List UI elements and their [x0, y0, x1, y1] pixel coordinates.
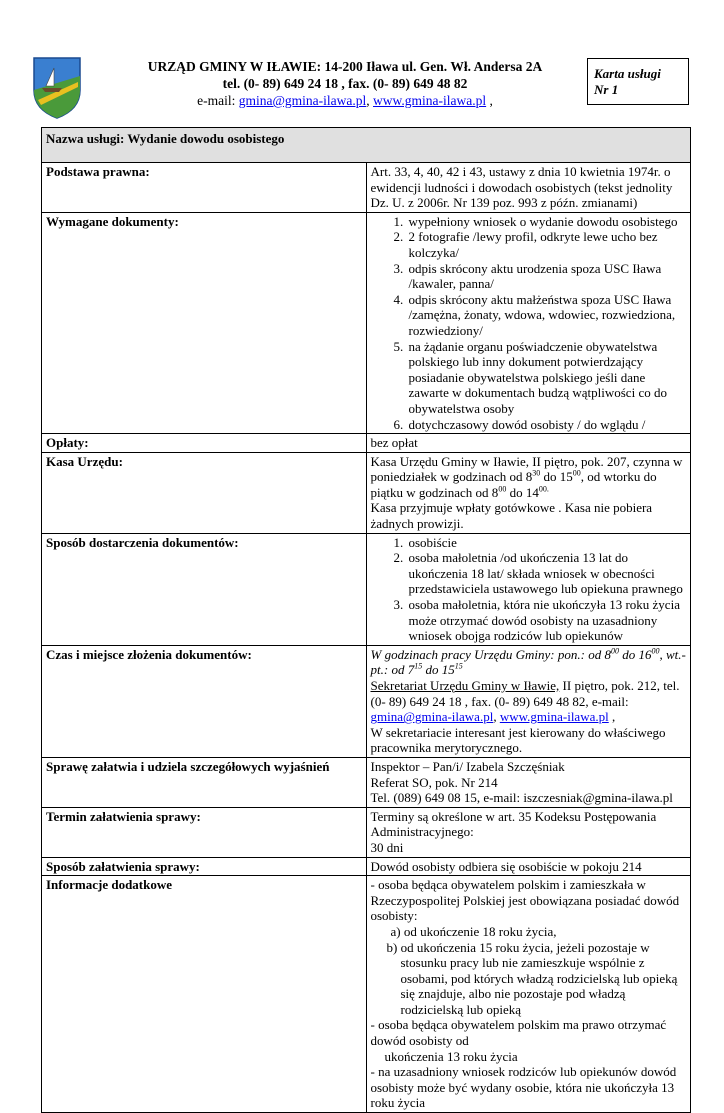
coat-of-arms-logo [32, 56, 82, 120]
superscript: 00 [572, 468, 581, 478]
hours-text: , wt.- pt.: od 7 [370, 646, 686, 678]
list-item: 5. na żądanie organu poświadczenie obywatelstwa polskiego lub inny dokument potwierdzający posiadanie obywatelstwa polskiego jeśli dane zawarte w dokumentach budzą wątpliwości co do obywatelstwa osoby [407, 339, 687, 417]
row-cashier [42, 452, 691, 533]
cashier-label: Kasa Urzędu: [42, 452, 367, 533]
deadline-text: Terminy są określone w art. 35 Kodeksu Postępowania Administracyjnego: [370, 808, 657, 840]
secretariat-email-link[interactable]: gmina@gmina-ilawa.pl [370, 709, 494, 725]
delivery-method-label: Sposób dostarczenia dokumentów: [42, 533, 367, 645]
office-email-link[interactable]: gmina@gmina-ilawa.pl [238, 93, 367, 108]
office-phone-fax: tel. (0- 89) 649 24 18 , fax. (0- 89) 649 48 82 [222, 76, 468, 91]
hours-text: do 16 [618, 646, 652, 662]
additional-info-cell [366, 876, 691, 1113]
superscript: 30 [532, 468, 541, 478]
row-deadline [42, 807, 691, 857]
trailing-comma: , [608, 709, 616, 725]
trailing-comma: , [486, 93, 493, 108]
row-time-place [42, 645, 691, 757]
list-item: 2. osoba małoletnia /od ukończenia 13 lat do ukończenia 18 lat/ składa wniosek w obecności przedstawiciela ustawowego lub opiekuna prawnego [407, 550, 687, 597]
row-required-documents [42, 212, 691, 433]
cashier-note: Kasa przyjmuje wpłaty gotówkowe . Kasa nie pobiera żadnych prowizji. [370, 500, 653, 532]
cashier-hours-1: Kasa Urzędu Gminy w Iławie, II piętro, pok. 207, czynna w poniedziałek w godzinach od 8 [370, 453, 683, 485]
row-legal-basis [42, 163, 691, 213]
contact-person-phone-email: Tel. (089) 649 08 15, e-mail: iszczesniak@gmina-ilawa.pl [370, 790, 673, 806]
required-documents-label: Wymagane dokumenty: [42, 212, 367, 433]
delivery-method-cell [366, 533, 691, 645]
office-hours [371, 647, 686, 678]
superscript: 00 [651, 646, 660, 656]
deadline-label: Termin załatwienia sprawy: [42, 807, 367, 857]
list-item: 4. odpis skrócony aktu małżeństwa spoza USC Iława /zamężna, żonaty, wdowa, wdowiec, rozwiedziona, rozwiedziony/ [407, 292, 687, 339]
list-item: 1. osobiście [407, 535, 687, 551]
list-item: 6. dotychczasowy dowód osobisty / do wglądu / [407, 417, 687, 433]
row-fees [42, 434, 691, 453]
superscript: 00. [538, 484, 549, 494]
row-delivery-method [42, 533, 691, 645]
info-line: b) od ukończenia 15 roku życia, jeżeli pozostaje w stosunku pracy lub nie zamieszkuje wspólnie z osobami, pod których władzą rodzicielską lub opieką się znajduje, albo nie pozostaje pod władzą rodzicielską lub opieką [386, 939, 678, 1017]
time-place-label: Czas i miejsce złożenia dokumentów: [42, 645, 367, 757]
cashier-hours-2: do 15 [540, 469, 573, 485]
cashier-hours-4: do 14 [506, 484, 539, 500]
office-contact-line [110, 92, 580, 109]
secretariat-line [371, 678, 687, 725]
row-settlement-method [42, 857, 691, 876]
separator: , [493, 709, 500, 725]
time-place-cell [366, 645, 691, 757]
required-documents-list [371, 214, 687, 432]
superscript: 00 [610, 646, 619, 656]
superscript: 15 [454, 662, 463, 672]
office-name-address: URZĄD GMINY W IŁAWIE: 14-200 Iława ul. Gen. Wł. Andersa 2A [147, 59, 543, 74]
list-item: 3. osoba małoletnia, która nie ukończyła 13 roku życia może otrzymać dowód osobisty na uzasadniony wniosek obojga rodziców lub opiekunów [407, 597, 687, 644]
contact-person-room: Referat SO, pok. Nr 214 [370, 774, 498, 790]
hours-text: do 15 [422, 662, 455, 678]
required-documents-cell [366, 212, 691, 433]
contact-person-name: Inspektor – Pan/i/ Izabela Szczęśniak [370, 758, 565, 774]
info-line: - na uzasadniony wniosek rodziców lub opiekunów dowód osobisty może być wydany osobie, która nie ukończyła 13 roku życia [370, 1064, 677, 1111]
legal-basis-label: Podstawa prawna: [42, 163, 367, 213]
settlement-method-text: Dowód osobisty odbiera się osobiście w pokoju 214 [366, 857, 691, 876]
info-line: - osoba będąca obywatelem polskim i zamieszkała w Rzeczypospolitej Polskiej jest obowiązana posiadać dowód osobisty: [370, 877, 680, 924]
cashier-text [366, 452, 691, 533]
office-www-link[interactable]: www.gmina-ilawa.pl [373, 93, 487, 108]
fees-text: bez opłat [366, 434, 691, 453]
office-header [110, 58, 580, 109]
info-line: ukończenia 13 roku życia [384, 1048, 518, 1064]
secretariat-details: II piętro, pok. 212, tel. (0- 89) 649 24 18 , fax. (0- 89) 649 48 82, e-mail: [370, 678, 680, 709]
list-item: 1. wypełniony wniosek o wydanie dowodu osobistego [407, 214, 687, 230]
email-prefix: e-mail: [197, 93, 239, 108]
service-title: Nazwa usługi: Wydanie dowodu osobistego [42, 128, 691, 163]
secretariat-name: Sekretariat Urzędu Gminy w Iławie, [370, 678, 560, 693]
deadline-days: 30 dni [370, 839, 404, 855]
delivery-method-list [371, 535, 687, 644]
cashier-hours-3: , od wtorku do piątku w godzinach od 8 [370, 469, 657, 500]
service-card-label: Karta usługi [594, 66, 661, 81]
deadline-cell [366, 807, 691, 857]
separator: , [366, 93, 374, 108]
contact-person-cell [366, 757, 691, 807]
service-table [41, 127, 691, 1113]
info-line: a) od ukończenie 18 roku życia, [390, 923, 557, 939]
row-additional-info [42, 876, 691, 1113]
fees-label: Opłaty: [42, 434, 367, 453]
service-title-row [42, 128, 691, 163]
service-card-box [587, 58, 689, 105]
legal-basis-text: Art. 33, 4, 40, 42 i 43, ustawy z dnia 10 kwietnia 1974r. o ewidencji ludności i dowodach osobistych (tekst jednolity Dz. U. z 2006r. Nr 139 poz. 993 z późn. zmianami) [366, 163, 691, 213]
secretariat-note: W sekretariacie interesant jest kierowany do właściwego pracownika merytorycznego. [370, 724, 666, 756]
list-item: 2. 2 fotografie /lewy profil, odkryte lewe ucho bez kolczyka/ [407, 229, 687, 260]
contact-person-label: Sprawę załatwia i udziela szczegółowych wyjaśnień [42, 757, 367, 807]
row-contact-person [42, 757, 691, 807]
additional-info-label: Informacje dodatkowe [42, 876, 367, 1113]
superscript: 15 [414, 662, 423, 672]
superscript: 00 [498, 484, 507, 494]
info-line: - osoba będąca obywatelem polskim ma prawo otrzymać dowód osobisty od [370, 1017, 667, 1049]
hours-text: W godzinach pracy Urzędu Gminy: pon.: od 8 [370, 646, 611, 662]
service-card-number: Nr 1 [594, 82, 619, 97]
list-item: 3. odpis skrócony aktu urodzenia spoza USC Iława /kawaler, panna/ [407, 261, 687, 292]
secretariat-www-link[interactable]: www.gmina-ilawa.pl [499, 709, 609, 725]
settlement-method-label: Sposób załatwienia sprawy: [42, 857, 367, 876]
